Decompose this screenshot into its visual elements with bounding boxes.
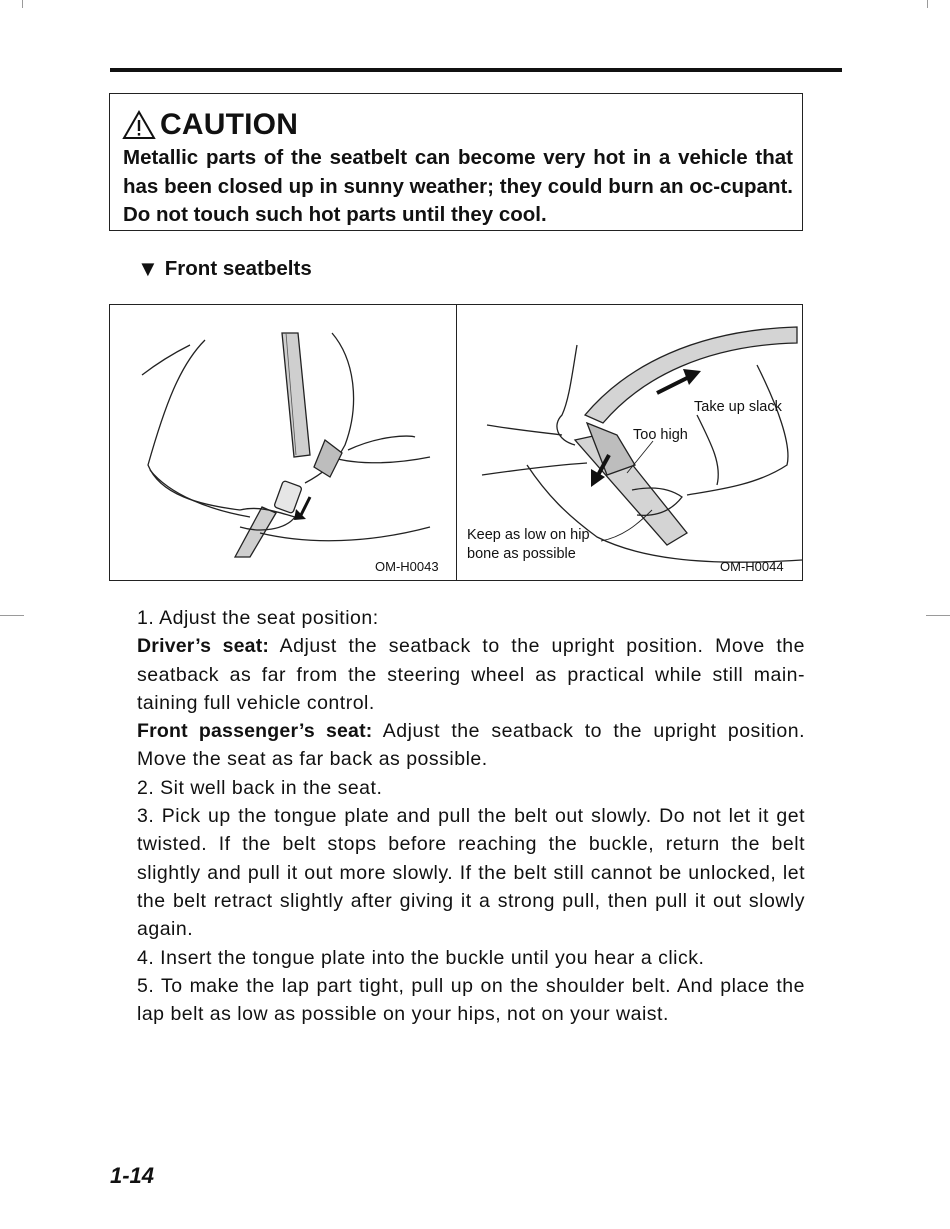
step-4: 4. Insert the tongue plate into the buckle until you hear a click. xyxy=(137,946,705,969)
crop-mark xyxy=(0,615,24,616)
seatbelt-figure xyxy=(109,304,803,581)
header-rule xyxy=(110,68,842,72)
driver-seat-label: Driver’s seat: xyxy=(137,635,270,658)
passenger-seat-paragraph xyxy=(137,717,805,774)
step-5: 5. To make the lap part tight, pull up on the shoulder belt. And place the lap belt as low as possible on your hips, not on your waist. xyxy=(137,974,805,1026)
passenger-seat-text: Adjust the seatback to the upright position. Move the seat as far back as possible. xyxy=(137,720,805,771)
label-keep-low-line1: Keep as low on hip xyxy=(467,527,590,543)
driver-seat-text: Adjust the seatback to the upright position. Move the seatback as far from the steering wheel as practical while still main-taining full vehicle control. xyxy=(137,635,805,714)
label-too-high: Too high xyxy=(633,427,688,443)
figure-code-right: OM-H0044 xyxy=(720,559,784,574)
caution-text: Metallic parts of the seatbelt can become very hot in a vehicle that has been closed up in sunny weather; they could burn an oc-cupant. Do not touch such hot parts until they cool. xyxy=(123,146,793,226)
crop-mark xyxy=(22,0,23,8)
driver-seat-paragraph xyxy=(137,632,805,717)
section-heading xyxy=(137,256,312,282)
step-2: 2. Sit well back in the seat. xyxy=(137,776,383,799)
crop-mark xyxy=(926,615,950,616)
crop-mark xyxy=(927,0,928,8)
caution-header xyxy=(122,108,298,142)
figure-code-left: OM-H0043 xyxy=(375,559,439,574)
step-1: 1. Adjust the seat position: xyxy=(137,607,379,629)
section-title: Front seatbelts xyxy=(164,257,312,280)
figure-panel-adjust xyxy=(457,305,802,580)
passenger-seat-label: Front passenger’s seat: xyxy=(137,720,373,743)
caution-box xyxy=(109,93,803,231)
page-number: 1-14 xyxy=(110,1163,155,1188)
caution-title: CAUTION xyxy=(160,108,299,141)
label-keep-low-line2: bone as possible xyxy=(467,546,576,562)
instructions xyxy=(137,604,805,1028)
figure-panel-buckle xyxy=(110,305,457,580)
step-3: 3. Pick up the tongue plate and pull the belt out slowly. Do not let it get twisted. If the belt stops before reaching the buckle, return the belt slightly and pull it out more slowly. If the belt still cannot be unlocked, let the belt retract slightly after giving it a strong pull, then pull it out slowly again. xyxy=(137,805,805,941)
buckle-illustration xyxy=(110,305,456,580)
label-take-up-slack: Take up slack xyxy=(694,399,782,415)
warning-triangle-icon xyxy=(122,110,156,140)
down-triangle-icon: ▼ xyxy=(137,256,159,281)
